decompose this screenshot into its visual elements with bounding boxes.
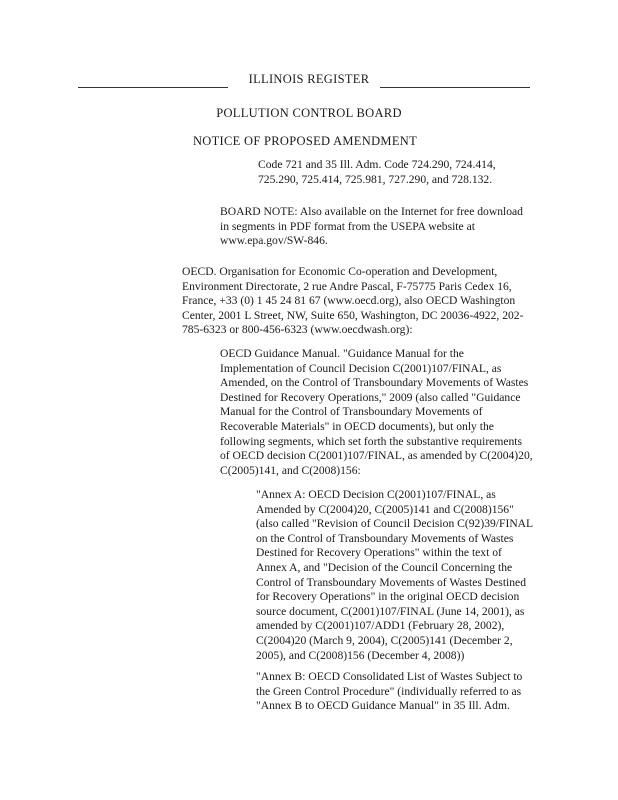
text-line: on the Control of Transboundary Movements of Wastes bbox=[256, 531, 514, 545]
annex-b-entry bbox=[256, 670, 522, 714]
text-line: www.epa.gov/SW-846. bbox=[220, 234, 328, 248]
board-title: POLLUTION CONTROL BOARD bbox=[216, 106, 402, 120]
text-line: "Annex B to OECD Guidance Manual" in 35 Ill. Adm. bbox=[256, 699, 510, 713]
text-line: Center, 2001 L Street, NW, Suite 650, Washington, DC 20036-4922, 202- bbox=[182, 308, 524, 322]
text-line: France, +33 (0) 1 45 24 81 67 (www.oecd.org), also OECD Washington bbox=[182, 294, 516, 308]
text-line: following segments, which set forth the substantive requirements bbox=[220, 434, 523, 448]
notice-title: NOTICE OF PROPOSED AMENDMENT bbox=[192, 134, 418, 148]
text-line: 2005), and C(2008)156 (December 4, 2008)) bbox=[256, 648, 465, 662]
annex-a-entry bbox=[256, 488, 533, 663]
header-rule-right bbox=[380, 87, 530, 88]
text-line: amended by C(2001)107/ADD1 (February 28, 2002), bbox=[256, 619, 505, 633]
text-line: Amended, on the Control of Transboundary Movements of Wastes bbox=[220, 376, 529, 390]
text-line: Amended by C(2004)20, C(2005)141 and C(2008)156" bbox=[256, 502, 514, 516]
text-line: "Annex B: OECD Consolidated List of Wastes Subject to bbox=[256, 670, 523, 683]
text-line: "Annex A: OECD Decision C(2001)107/FINAL, as bbox=[256, 488, 496, 501]
text-line: (also called "Revision of Council Decision C(92)39/FINAL bbox=[256, 517, 534, 531]
text-line: 725.290, 725.414, 725.981, 727.290, and 728.132. bbox=[258, 172, 493, 186]
text-line: C(2005)141, and C(2008)156: bbox=[220, 463, 361, 477]
code-reference bbox=[258, 158, 496, 187]
text-line: C(2004)20 (March 9, 2004), C(2005)141 (December 2, bbox=[256, 633, 513, 647]
header-rule-left bbox=[78, 87, 228, 88]
text-line: Manual for the Control of Transboundary Movements of bbox=[220, 405, 483, 419]
text-line: Code 721 and 35 Ill. Adm. Code 724.290, 724.414, bbox=[258, 158, 496, 171]
text-line: the Green Control Procedure" (individually referred to as bbox=[256, 684, 522, 698]
text-line: Annex A, and "Decision of the Council Concerning the bbox=[256, 560, 513, 574]
text-line: of OECD decision C(2001)107/FINAL, as amended by C(2004)20, bbox=[220, 449, 533, 463]
text-line: OECD Guidance Manual. "Guidance Manual for the bbox=[220, 347, 464, 360]
text-line: in segments in PDF format from the USEPA website at bbox=[220, 219, 475, 233]
text-line: source document, C(2001)107/FINAL (June 14, 2001), as bbox=[256, 604, 525, 618]
guidance-manual-entry bbox=[220, 347, 533, 478]
text-line: Environment Directorate, 2 rue Andre Pascal, F-75775 Paris Cedex 16, bbox=[182, 279, 512, 293]
text-line: Destined for Recovery Operations," 2009 (also called "Guidance bbox=[220, 390, 521, 404]
text-line: OECD. Organisation for Economic Co-operation and Development, bbox=[182, 265, 498, 278]
text-line: Implementation of Council Decision C(2001)107/FINAL, as bbox=[220, 361, 502, 375]
text-line: Destined for Recovery Operations" within the text of bbox=[256, 546, 502, 560]
text-line: for Recovery Operations" in the original OECD decision bbox=[256, 590, 520, 604]
text-line: Control of Transboundary Movements of Wastes Destined bbox=[256, 575, 526, 589]
register-title: ILLINOIS REGISTER bbox=[248, 72, 370, 86]
text-line: 785-6323 or 800-456-6323 (www.oecdwash.org): bbox=[182, 323, 413, 337]
oecd-entry bbox=[182, 265, 523, 338]
board-note bbox=[220, 205, 523, 249]
text-line: BOARD NOTE: Also available on the Internet for free download bbox=[220, 205, 523, 218]
text-line: Recoverable Materials" in OECD documents), but only the bbox=[220, 419, 494, 433]
